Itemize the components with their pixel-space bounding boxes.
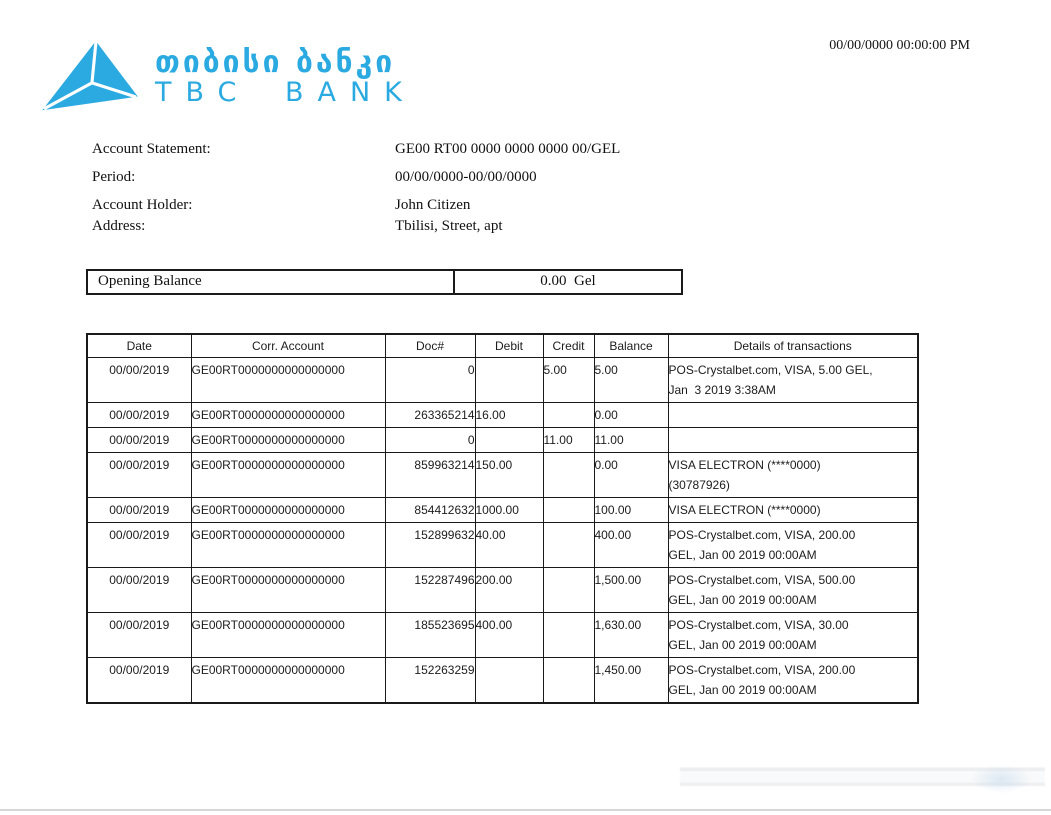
logo-latin-name: TBC BANK — [155, 77, 416, 108]
cell-debit: 1000.00 — [475, 498, 543, 523]
column-header-5: Balance — [594, 334, 668, 358]
column-header-0: Date — [87, 334, 191, 358]
watermark — [680, 760, 1045, 802]
account-holder-value: John Citizen — [395, 197, 471, 213]
cell-details — [668, 568, 918, 613]
address-label: Address: — [92, 218, 146, 234]
cell-doc-number: 0 — [385, 358, 475, 403]
column-header-2: Doc# — [385, 334, 475, 358]
cell-debit: 40.00 — [475, 523, 543, 568]
cell-corr-account: GE00RT0000000000000000 — [191, 613, 385, 658]
cell-details — [668, 358, 918, 403]
cell-details — [668, 428, 918, 453]
cell-corr-account: GE00RT0000000000000000 — [191, 358, 385, 403]
cell-debit: 400.00 — [475, 613, 543, 658]
cell-doc-number: 152899632 — [385, 523, 475, 568]
cell-corr-account: GE00RT0000000000000000 — [191, 658, 385, 704]
account-statement-label: Account Statement: — [92, 141, 211, 157]
cell-credit — [543, 613, 594, 658]
details-line: GEL, Jan 00 2019 00:00AM — [668, 638, 817, 652]
table-row — [87, 403, 918, 428]
address-value: Tbilisi, Street, apt — [395, 218, 503, 234]
cell-doc-number: 854412632 — [385, 498, 475, 523]
cell-corr-account: GE00RT0000000000000000 — [191, 498, 385, 523]
cell-balance: 400.00 — [594, 523, 668, 568]
table-row — [87, 358, 918, 403]
cell-debit — [475, 658, 543, 704]
cell-debit: 150.00 — [475, 453, 543, 498]
table-row — [87, 498, 918, 523]
cell-date: 00/00/2019 — [87, 658, 191, 704]
period-row — [92, 169, 792, 186]
period-label: Period: — [92, 169, 136, 185]
tbc-triangle-icon — [40, 40, 140, 118]
details-line: VISA ELECTRON (****0000) — [668, 458, 821, 472]
cell-date: 00/00/2019 — [87, 358, 191, 403]
transactions-table — [86, 333, 919, 704]
cell-details — [668, 498, 918, 523]
cell-corr-account: GE00RT0000000000000000 — [191, 428, 385, 453]
table-row — [87, 453, 918, 498]
cell-details — [668, 453, 918, 498]
details-line: POS-Crystalbet.com, VISA, 5.00 GEL, — [668, 363, 873, 377]
column-header-6: Details of transactions — [668, 334, 918, 358]
cell-balance: 5.00 — [594, 358, 668, 403]
address-row — [92, 218, 792, 235]
table-row — [87, 523, 918, 568]
details-line: POS-Crystalbet.com, VISA, 200.00 — [668, 663, 856, 677]
cell-credit — [543, 658, 594, 704]
cell-date: 00/00/2019 — [87, 428, 191, 453]
cell-debit: 200.00 — [475, 568, 543, 613]
opening-balance-label: Opening Balance — [88, 271, 455, 293]
cell-corr-account: GE00RT0000000000000000 — [191, 403, 385, 428]
cell-corr-account: GE00RT0000000000000000 — [191, 568, 385, 613]
cell-balance: 11.00 — [594, 428, 668, 453]
account-holder-row — [92, 197, 792, 214]
cell-credit — [543, 523, 594, 568]
cell-credit — [543, 568, 594, 613]
cell-debit — [475, 428, 543, 453]
column-header-3: Debit — [475, 334, 543, 358]
cell-doc-number: 152263259 — [385, 658, 475, 704]
details-line: (30787926) — [668, 478, 730, 492]
cell-doc-number: 185523695 — [385, 613, 475, 658]
cell-balance: 100.00 — [594, 498, 668, 523]
cell-credit — [543, 453, 594, 498]
tbc-bank-logo — [40, 40, 416, 118]
table-row — [87, 428, 918, 453]
cell-date: 00/00/2019 — [87, 498, 191, 523]
cell-credit: 11.00 — [543, 428, 594, 453]
details-line: GEL, Jan 00 2019 00:00AM — [668, 548, 817, 562]
column-header-4: Credit — [543, 334, 594, 358]
cell-date: 00/00/2019 — [87, 613, 191, 658]
cell-details — [668, 658, 918, 704]
details-line: GEL, Jan 00 2019 00:00AM — [668, 683, 817, 697]
cell-doc-number: 0 — [385, 428, 475, 453]
opening-balance-box — [86, 269, 683, 295]
cell-doc-number: 859963214 — [385, 453, 475, 498]
logo-text — [155, 45, 416, 108]
cell-balance: 0.00 — [594, 403, 668, 428]
cell-doc-number: 152287496 — [385, 568, 475, 613]
details-line: POS-Crystalbet.com, VISA, 200.00 — [668, 528, 856, 542]
cell-date: 00/00/2019 — [87, 403, 191, 428]
cell-details — [668, 403, 918, 428]
column-header-1: Corr. Account — [191, 334, 385, 358]
logo-georgian-name: თიბისი ბანკი — [155, 45, 396, 80]
cell-credit — [543, 498, 594, 523]
cell-corr-account: GE00RT0000000000000000 — [191, 523, 385, 568]
cell-details — [668, 613, 918, 658]
account-holder-label: Account Holder: — [92, 197, 193, 213]
cell-date: 00/00/2019 — [87, 453, 191, 498]
details-line: Jan 3 2019 3:38AM — [668, 383, 776, 397]
cell-credit: 5.00 — [543, 358, 594, 403]
cell-date: 00/00/2019 — [87, 568, 191, 613]
table-row — [87, 613, 918, 658]
bottom-divider-line — [0, 809, 1051, 811]
cell-debit — [475, 358, 543, 403]
table-header-row — [87, 334, 918, 358]
cell-balance: 1,450.00 — [594, 658, 668, 704]
details-line: POS-Crystalbet.com, VISA, 500.00 — [668, 573, 856, 587]
cell-date: 00/00/2019 — [87, 523, 191, 568]
cell-corr-account: GE00RT0000000000000000 — [191, 453, 385, 498]
account-statement-row — [92, 141, 792, 158]
table-row — [87, 658, 918, 704]
details-line: VISA ELECTRON (****0000) — [668, 503, 821, 517]
account-info-section — [92, 141, 792, 235]
details-line: POS-Crystalbet.com, VISA, 30.00 — [668, 618, 849, 632]
account-statement-value: GE00 RT00 0000 0000 0000 00/GEL — [395, 141, 621, 157]
details-line: GEL, Jan 00 2019 00:00AM — [668, 593, 817, 607]
opening-balance-value: 0.00 Gel — [540, 273, 596, 289]
print-timestamp: 00/00/0000 00:00:00 PM — [829, 38, 970, 53]
cell-balance: 0.00 — [594, 453, 668, 498]
cell-doc-number: 263365214 — [385, 403, 475, 428]
cell-balance: 1,630.00 — [594, 613, 668, 658]
table-row — [87, 568, 918, 613]
cell-details — [668, 523, 918, 568]
cell-debit: 16.00 — [475, 403, 543, 428]
period-value: 00/00/0000-00/00/0000 — [395, 169, 537, 185]
cell-credit — [543, 403, 594, 428]
cell-balance: 1,500.00 — [594, 568, 668, 613]
